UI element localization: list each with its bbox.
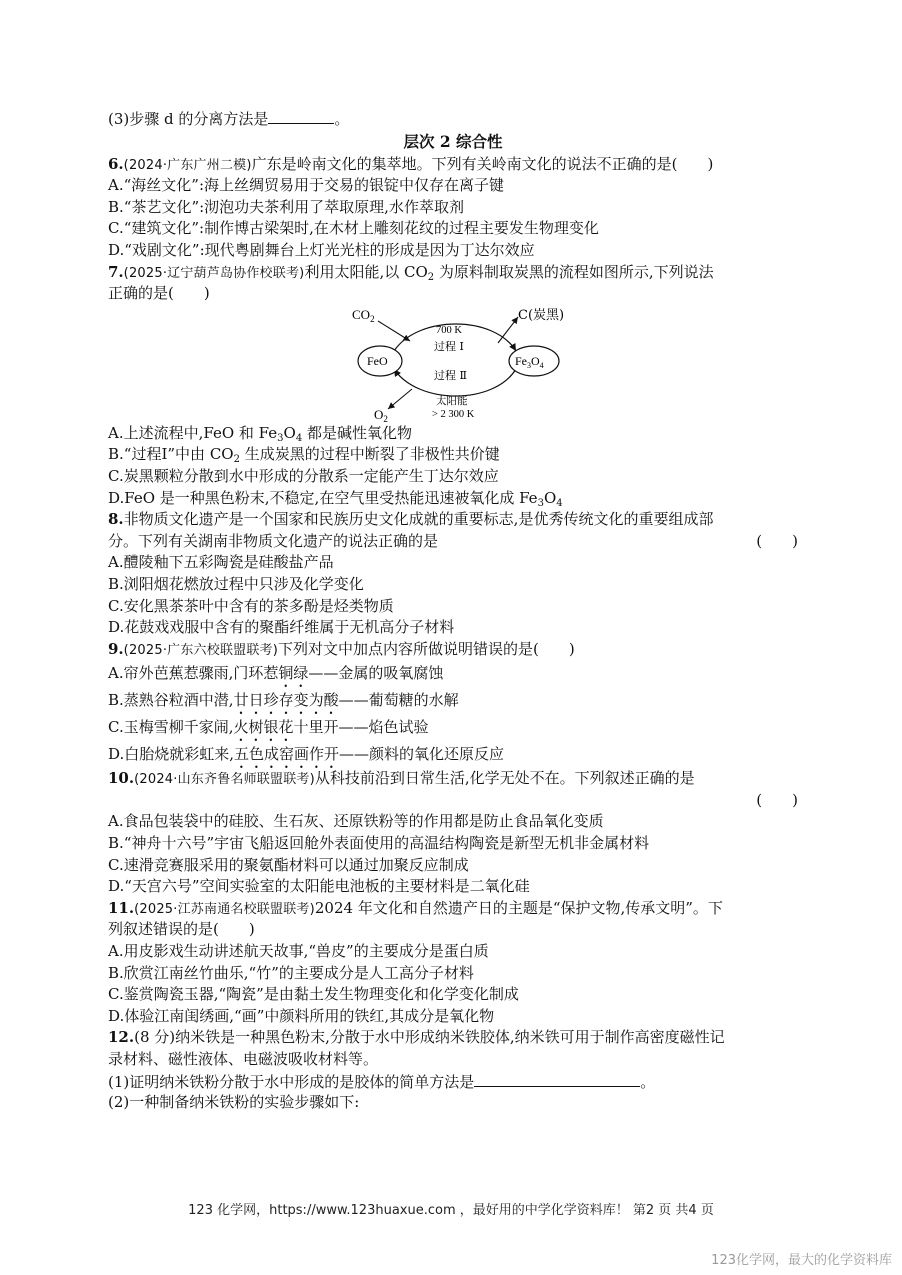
q7-option-a: A.上述流程中,FeO 和 $Fe_3O_4$ 都是碱性氧化物 <box>108 423 412 444</box>
q9-option-c: C.玉梅雪柳千家闹,火树银花十里开——焰色试验 <box>108 718 429 737</box>
question-7-stem-line2: 正确的是( ) <box>108 284 210 303</box>
question-12-stem: 12.(8 分)纳米铁是一种黑色粉末,分散于水中形成纳米铁胶体,纳米铁可用于制作高密度磁性记 <box>108 1028 725 1047</box>
temperature-2300k-label: > 2 300 K <box>432 408 475 420</box>
carbon-output-arrow <box>498 317 518 343</box>
q11-option-a: A.用皮影戏生动讲述航天故事,“兽皮”的主要成分是蛋白质 <box>108 942 489 961</box>
section-title: 层次 2 综合性 <box>403 131 503 151</box>
process-diagram <box>108 305 798 423</box>
q10-option-c: C.速滑竞赛服采用的聚氨酯材料可以通过加聚反应制成 <box>108 855 469 874</box>
page-footer: 123 化学网，https://www.123huaxue.com ，最好用的中学化学资料库！ 第2 页 共4 页 <box>188 1203 714 1218</box>
q10-option-d: D.“天宫六号”空间实验室的太阳能电池板的主要材料是二氧化硅 <box>108 877 530 896</box>
carbon-black-label: C(炭黑) <box>518 307 565 323</box>
question-10-stem: 10.(2024·山东齐鲁名师联盟联考)从科技前沿到日常生活,化学无处不在。下列叙述正确的是 <box>108 769 695 788</box>
oxygen-output-arrow <box>388 389 412 409</box>
q10-option-b: B.“神舟十六号”宇宙飞船返回舱外表面使用的高温结构陶瓷是新型无机非金属材料 <box>108 834 650 853</box>
q12-sub1: (1)证明纳米铁粉分散于水中形成的是胶体的简单方法是 。 <box>108 1072 656 1091</box>
question-8-stem-line2: 分。下列有关湖南非物质文化遗产的说法正确的是 ( ) <box>108 531 798 553</box>
question-11-stem-line2: 列叙述错误的是( ) <box>108 920 255 939</box>
q11-option-d: D.体验江南闺绣画,“画”中颜料所用的铁红,其成分是氧化物 <box>108 1006 495 1025</box>
q6-option-d: D.“戏剧文化”:现代粤剧舞台上灯光光柱的形成是因为丁达尔效应 <box>108 240 535 259</box>
watermark-text: 123化学网，最大的化学资料库 <box>711 1253 892 1268</box>
q8-option-a: A.醴陵釉下五彩陶瓷是硅酸盐产品 <box>108 553 334 572</box>
answer-paren: ( ) <box>756 531 798 550</box>
question-12-stem-line2: 录材料、磁性液体、电磁波吸收材料等。 <box>108 1050 379 1068</box>
q6-option-a: A.“海丝文化”:海上丝绸贸易用于交易的银锭中仅存在离子键 <box>108 176 504 195</box>
question-7-stem: 7.(2025·辽宁葫芦岛协作校联考)利用太阳能,以 $CO_2$ 为原料制取炭黑的流程如图所示,下列说法 <box>108 262 714 283</box>
question-11-stem: 11.(2025·江苏南通名校联盟联考)2024 年文化和自然遗产日的主题是“保护文物,传承文明”。下 <box>108 898 723 917</box>
q8-option-b: B.浏阳烟花燃放过程中只涉及化学变化 <box>108 574 364 593</box>
co2-input-arrow <box>378 321 410 341</box>
q3-step-d: (3)步骤 d 的分离方法是 。 <box>108 110 350 128</box>
answer-paren: ( ) <box>756 790 798 809</box>
q7-option-d: D.FeO 是一种黑色粉末,不稳定,在空气里受热能迅速被氧化成 $Fe_3O_4$ <box>108 488 563 509</box>
q9-option-a: A.帘外芭蕉惹骤雨,门环惹铜绿——金属的吸氧腐蚀 <box>108 664 444 683</box>
answer-blank[interactable] <box>268 108 334 124</box>
process2-label: 过程 Ⅱ <box>434 368 467 382</box>
solar-energy-label: 太阳能 <box>436 394 468 407</box>
o2-label: $O_2$ <box>374 406 388 423</box>
q6-option-b: B.“茶艺文化”:沏泡功夫茶利用了萃取原理,水作萃取剂 <box>108 197 464 216</box>
question-9-stem: 9.(2025·广东六校联盟联考)下列对文中加点内容所做说明错误的是( ) <box>108 639 575 658</box>
question-10-paren-line <box>108 790 798 812</box>
question-8-stem: 8.非物质文化遗产是一个国家和民族历史文化成就的重要标志,是优秀传统文化的重要组成部 <box>108 510 714 529</box>
q9-option-b: B.蒸熟谷粒酒中潜,廿日珍存变为酸——葡萄糖的水解 <box>108 691 459 710</box>
q11-option-b: B.欣赏江南丝竹曲乐,“竹”的主要成分是人工高分子材料 <box>108 963 474 982</box>
fe3o4-label: $Fe_3O_4$ <box>515 353 544 370</box>
q8-option-c: C.安化黑茶茶叶中含有的茶多酚是烃类物质 <box>108 596 394 615</box>
q9-option-d: D.白胎烧就彩虹来,五色成窑画作开——颜料的氧化还原反应 <box>108 745 505 764</box>
process-cycle-figure <box>348 305 568 423</box>
feo-label: FeO <box>367 353 388 368</box>
temperature-700k-label: 700 K <box>436 324 462 336</box>
question-6-stem: 6.(2024·广东广州二模)广东是岭南文化的集萃地。下列有关岭南文化的说法不正确的是( ) <box>108 154 714 173</box>
q6-option-c: C.“建筑文化”:制作博古梁架时,在木材上雕刻花纹的过程主要发生物理变化 <box>108 219 599 238</box>
process1-label: 过程 Ⅰ <box>434 339 464 353</box>
page-content <box>108 108 798 1114</box>
answer-blank[interactable] <box>474 1071 640 1087</box>
q8-option-d: D.花鼓戏戏服中含有的聚酯纤维属于无机高分子材料 <box>108 618 455 637</box>
q7-option-b: B.“过程Ⅰ”中由 $CO_2$ 生成炭黑的过程中断裂了非极性共价键 <box>108 445 500 466</box>
q12-sub2: (2)一种制备纳米铁粉的实验步骤如下: <box>108 1093 360 1112</box>
q10-option-a: A.食品包装袋中的硅胶、生石灰、还原铁粉等的作用都是防止食品氧化变质 <box>108 812 604 831</box>
co2-label: $CO_2$ <box>352 306 375 324</box>
q11-option-c: C.鉴赏陶瓷玉器,“陶瓷”是由黏土发生物理变化和化学变化制成 <box>108 985 519 1004</box>
q7-option-c: C.炭黑颗粒分散到水中形成的分散系一定能产生丁达尔效应 <box>108 466 499 485</box>
